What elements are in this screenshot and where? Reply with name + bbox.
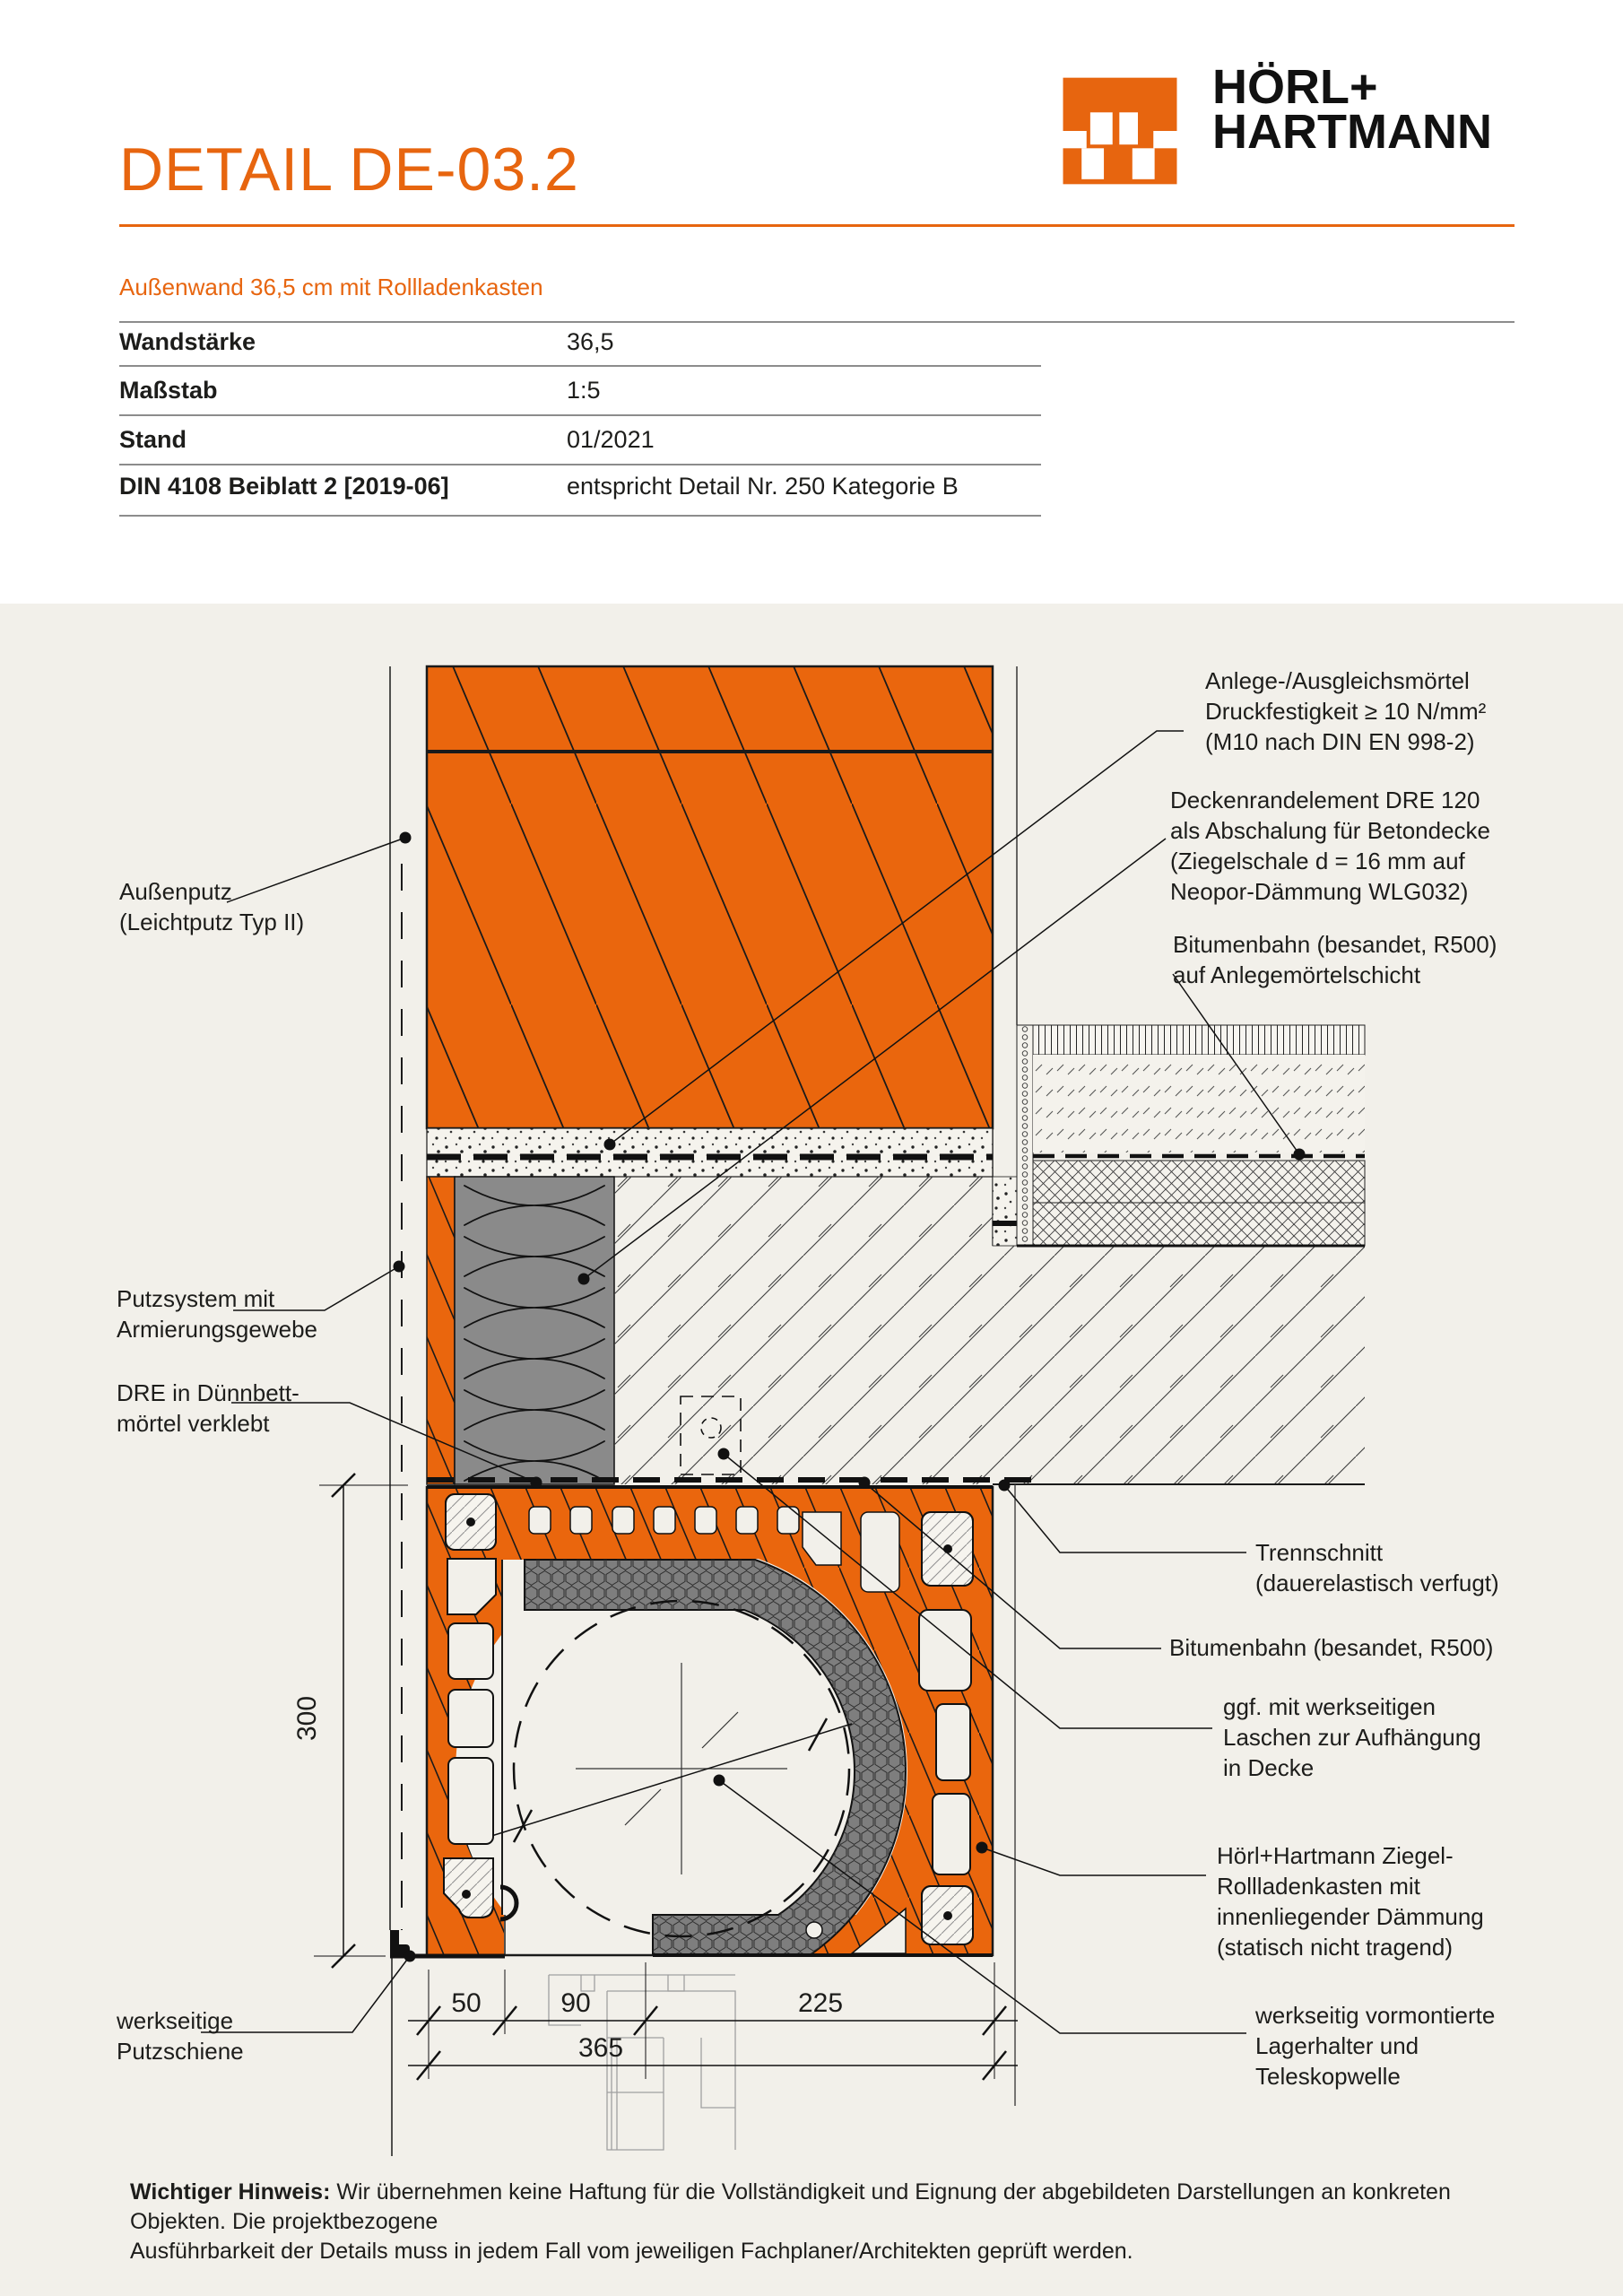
table-rule [119,414,1041,416]
svg-text:als Abschalung für Betondecke: als Abschalung für Betondecke [1170,817,1491,844]
dim-90: 90 [560,1988,591,2018]
table-rule [119,365,1041,367]
label-putzsystem: Putzsystem mit [117,1285,275,1312]
svg-text:(Ziegelschale d = 16 mm auf: (Ziegelschale d = 16 mm auf [1170,848,1465,874]
svg-text:Lagerhalter und: Lagerhalter und [1255,2032,1419,2059]
label-bitumenbahn: Bitumenbahn (besandet, R500) [1169,1634,1494,1661]
table-row-label: DIN 4108 Beiblatt 2 [2019-06] [119,473,449,500]
svg-text:Druckfestigkeit ≥ 10 N/mm²: Druckfestigkeit ≥ 10 N/mm² [1205,698,1487,725]
dim-365: 365 [577,2033,624,2063]
table-row-value: 36,5 [567,328,614,355]
dre-neopor-insulation-block [455,1177,614,1484]
shutter-slot [504,1915,653,1958]
label-lagerhalter: werkseitig vormontierte [1255,2002,1496,2029]
table-rule [119,464,1041,465]
exterior-wall-section [427,666,993,1128]
table-row-label: Stand [119,426,187,453]
dim-300: 300 [292,1695,322,1742]
slab-edge-assembly [1017,1025,1365,1246]
svg-text:auf Anlegemörtelschicht: auf Anlegemörtelschicht [1173,961,1421,988]
svg-text:(M10 nach DIN EN 998-2): (M10 nach DIN EN 998-2) [1205,728,1475,755]
svg-text:in Decke: in Decke [1223,1754,1315,1781]
svg-text:Armierungsgewebe: Armierungsgewebe [117,1316,318,1343]
ziegelschale-band [1033,1025,1365,1055]
dre-edge-strip [1017,1025,1033,1246]
svg-text:mörtel verklebt: mörtel verklebt [117,1410,270,1437]
svg-text:(statisch nicht tragend): (statisch nicht tragend) [1217,1934,1454,1961]
svg-text:innenliegender Dämmung: innenliegender Dämmung [1217,1903,1484,1930]
logo-line-1: HÖRL+ [1212,60,1378,114]
label-rollladenkasten: Hörl+Hartmann Ziegel- [1217,1842,1454,1869]
roller-shutter-box [390,1480,1031,1997]
svg-text:Neopor-Dämmung WLG032): Neopor-Dämmung WLG032) [1170,878,1469,905]
footer-disclaimer [130,2178,1529,2266]
svg-text:Rollladenkasten mit: Rollladenkasten mit [1217,1873,1420,1900]
table-row-value: 01/2021 [567,426,655,453]
company-logo-text [1212,60,1492,159]
technical-drawing [0,604,1623,2278]
table-top-rule [119,321,1515,323]
sanded-mortar-band [1033,1055,1365,1152]
label-trennschnitt: Trennschnitt [1255,1539,1384,1566]
label-anlegemoertel: Anlege-/Ausgleichsmörtel [1205,667,1470,694]
table-row-label: Maßstab [119,377,218,404]
svg-text:Putzschiene: Putzschiene [117,2038,244,2065]
dim-225: 225 [797,1988,844,2018]
dim-50: 50 [451,1988,482,2018]
table-row-value: 1:5 [567,377,601,404]
drawing-labels-left [116,878,317,2065]
sheet-subtitle: Außenwand 36,5 cm mit Rollladenkasten [119,274,543,300]
label-bitumenbahn-anlege: Bitumenbahn (besandet, R500) [1173,931,1497,958]
table-row-value: entspricht Detail Nr. 250 Kategorie B [567,473,959,500]
label-putzschiene: werkseitige [117,2007,234,2034]
page-title: DETAIL DE-03.2 [119,135,579,204]
label-dre-kleber: DRE in Dünnbett- [117,1379,299,1406]
footer-line-1: Wichtiger Hinweis: Wir übernehmen keine Haftung für die Vollständigkeit und Eignung der abgebildeten Darstellungen an konkreten Objekten. Die projektbezogene [130,2179,1451,2234]
label-deckenrandelement: Deckenrandelement DRE 120 [1170,787,1480,813]
logo-line-2: HARTMANN [1212,105,1492,159]
svg-text:Teleskopwelle: Teleskopwelle [1255,2063,1401,2090]
table-rule [119,515,1041,517]
table-row-label: Wandstärke [119,328,256,355]
label-aussenputz: Außenputz [119,878,232,905]
svg-text:(Leichtputz Typ II): (Leichtputz Typ II) [119,909,305,935]
company-logo-icon [1058,69,1182,193]
footer-line-2: Ausführbarkeit der Details muss in jedem Fall vom jeweiligen Fachplaner/Architekten geprüft werden. [130,2239,1133,2264]
svg-text:Laschen zur Aufhängung: Laschen zur Aufhängung [1223,1724,1481,1751]
footer-bold-prefix: Wichtiger Hinweis: [130,2179,331,2205]
label-laschen: ggf. mit werkseitigen [1223,1693,1436,1720]
title-rule [119,224,1515,227]
svg-text:(dauerelastisch verfugt): (dauerelastisch verfugt) [1255,1570,1499,1596]
